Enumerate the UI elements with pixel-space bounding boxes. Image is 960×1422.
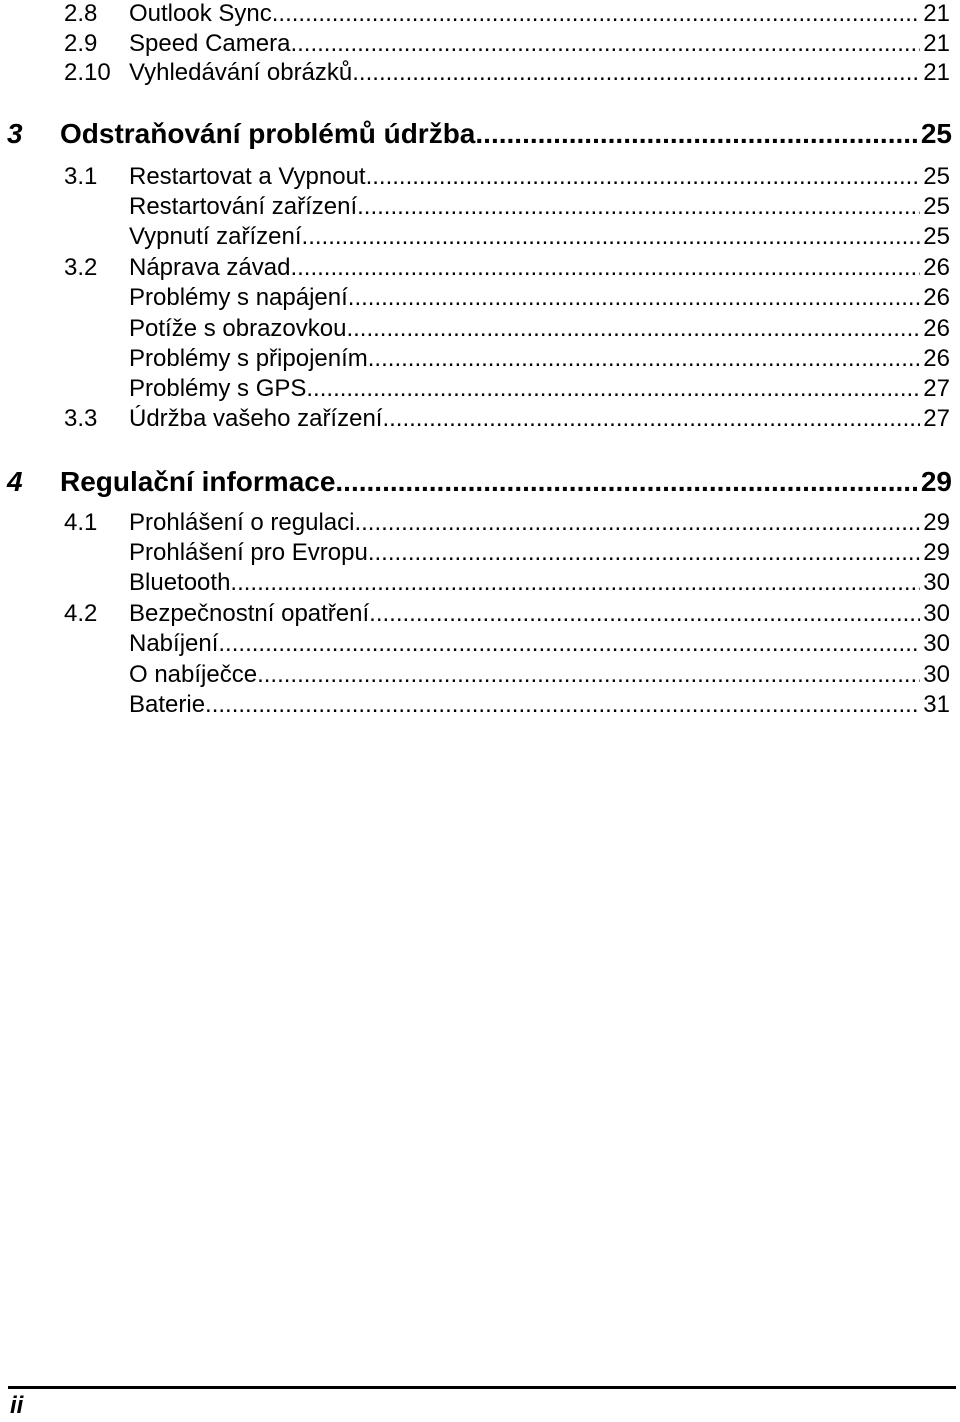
toc-chapter-title: Regulační informace: [60, 466, 336, 497]
footer-rule: [8, 1386, 956, 1389]
toc-entry-number: 3.2: [64, 254, 98, 281]
toc-entry-title: Problémy s připojením: [129, 345, 368, 372]
toc-entry-title: Problémy s GPS: [129, 375, 307, 402]
dot-leader: [366, 163, 921, 191]
dot-leader: [257, 661, 920, 689]
dot-leader: [306, 375, 920, 403]
toc-chapter-number: 3: [7, 118, 23, 149]
toc-entry-title: Náprava závad: [129, 254, 291, 281]
dot-leader: [290, 254, 920, 282]
toc-entry-page: 25: [923, 223, 950, 250]
toc-entry-page: 30: [923, 569, 950, 596]
toc-entry-title: Bezpečnostní opatření: [129, 600, 370, 627]
toc-entry-page: 30: [923, 661, 950, 688]
toc-chapter-page: 25: [920, 118, 952, 149]
toc-entry-page: 21: [923, 59, 950, 86]
toc-entry-number: 4.1: [64, 509, 98, 536]
toc-entry-title: O nabíječce: [129, 661, 258, 688]
toc-entry-page: 27: [923, 405, 950, 432]
dot-leader: [335, 466, 917, 498]
toc-entry-page: 26: [923, 345, 950, 372]
toc-entry-page: 25: [923, 163, 950, 190]
toc-entry-page: 30: [923, 600, 950, 627]
toc-entry-title: Prohlášení o regulaci: [129, 509, 355, 536]
dot-leader: [290, 30, 920, 58]
toc-entry-title: Baterie: [129, 691, 206, 718]
toc-chapter-page: 29: [920, 466, 952, 497]
toc-entry-title: Outlook Sync.: [129, 0, 279, 27]
toc-entry-page: 25: [923, 193, 950, 220]
toc-entry-title: Údržba vašeho zařízení: [129, 405, 383, 432]
toc-entry-page: 21: [923, 0, 950, 27]
dot-leader: [218, 630, 920, 658]
toc-entry-title: Vypnutí zařízení: [129, 223, 302, 250]
toc-entry-page: 26: [923, 284, 950, 311]
toc-entry-title: Nabíjení: [129, 630, 219, 657]
toc-entry-page: 27: [923, 375, 950, 402]
toc-entry-title: Problémy s napájení: [129, 284, 348, 311]
toc-entry-page: 29: [923, 539, 950, 566]
toc-entry-page: 30: [923, 630, 950, 657]
dot-leader: [369, 600, 920, 628]
dot-leader: [368, 539, 920, 567]
toc-entry-title: Restartovat a Vypnout: [129, 163, 366, 190]
toc-entry-number: 3.1: [64, 163, 98, 190]
toc-entry-title: Vyhledávání obrázků: [129, 59, 353, 86]
dot-leader: [382, 405, 920, 433]
toc-chapter-number: 4: [7, 466, 23, 497]
dot-leader: [357, 193, 920, 221]
toc-chapter-title: Odstraňování problémů údržba: [60, 118, 476, 149]
dot-leader: [354, 509, 920, 537]
toc-entry-number: 4.2: [64, 600, 98, 627]
toc-entry-title: Speed Camera: [129, 30, 291, 57]
dot-leader: [352, 59, 920, 87]
toc-entry-title: Restartování zařízení: [129, 193, 358, 220]
toc-entry-title: Bluetooth: [129, 569, 231, 596]
dot-leader: [278, 0, 920, 28]
dot-leader: [475, 118, 917, 150]
toc-entry-title: Prohlášení pro Evropu: [129, 539, 368, 566]
toc-entry-page: 31: [923, 691, 950, 718]
toc-entry-number: 3.3: [64, 405, 98, 432]
dot-leader: [230, 569, 920, 597]
toc-entry-page: 26: [923, 254, 950, 281]
toc-entry-page: 29: [923, 509, 950, 536]
toc-entry-number: 2.9: [64, 30, 98, 57]
toc-entry-page: 21: [923, 30, 950, 57]
dot-leader: [346, 315, 920, 343]
dot-leader: [302, 223, 921, 251]
page-folio: ii: [10, 1392, 24, 1419]
toc-entry-number: 2.10: [64, 59, 111, 86]
dot-leader: [348, 284, 921, 312]
toc-entry-number: 2.8: [64, 0, 98, 27]
dot-leader: [205, 691, 920, 719]
toc-entry-title: Potíže s obrazovkou: [129, 315, 347, 342]
dot-leader: [368, 345, 921, 373]
toc-entry-page: 26: [923, 315, 950, 342]
